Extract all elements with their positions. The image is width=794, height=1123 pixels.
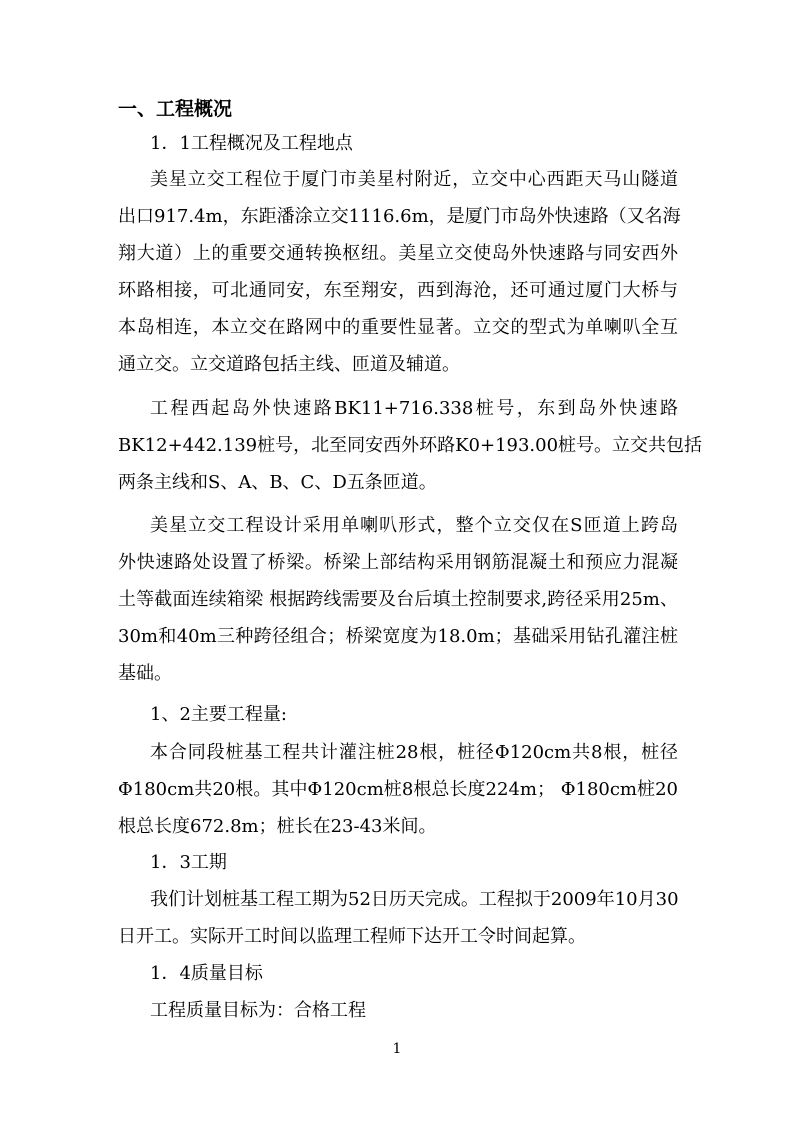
paragraph-line: 30m和40m三种跨径组合；桥梁宽度为18.0m；基础采用钻孔灌注桩 [118, 626, 678, 647]
paragraph-line: 工程西起岛外快速路BK11+716.338桩号，东到岛外快速路 [150, 398, 678, 419]
paragraph-line: 翔大道）上的重要交通转换枢纽。美星立交使岛外快速路与同安西外 [118, 243, 678, 264]
subsection-heading-schedule: 1．3工期 [150, 852, 227, 873]
subsection-heading-overview: 1．1工程概况及工程地点 [150, 133, 353, 154]
paragraph-line: 通立交。立交道路包括主线、匝道及辅道。 [118, 354, 460, 375]
subsection-heading-quality: 1．4质量目标 [150, 963, 263, 984]
paragraph-line: 根总长度672.8m；桩长在23-43米间。 [118, 816, 437, 837]
paragraph-line: 本岛相连，本立交在路网中的重要性显著。立交的型式为单喇叭全互 [118, 317, 678, 338]
paragraph-line: 美星立交工程位于厦门市美星村附近，立交中心西距天马山隧道 [150, 169, 678, 190]
paragraph-line: BK12+442.139桩号，北至同安西外环路K0+193.00桩号。立交共包括 [118, 435, 703, 456]
paragraph-line: 我们计划桩基工程工期为52日历天完成。工程拟于2009年10月30 [150, 889, 679, 910]
paragraph-line: 美星立交工程设计采用单喇叭形式，整个立交仅在S匝道上跨岛 [150, 515, 678, 536]
subsection-heading-quantities: 1、2主要工程量: [150, 704, 287, 725]
page-number: 1 [392, 1041, 402, 1057]
paragraph-line: 本合同段桩基工程共计灌注桩28根，桩径Φ120cm共8根，桩径 [150, 742, 678, 763]
paragraph-line: 两条主线和S、A、B、C、D五条匝道。 [118, 472, 437, 493]
section-heading: 一、工程概况 [118, 98, 233, 120]
paragraph-line: 工程质量目标为：合格工程 [150, 1000, 366, 1021]
paragraph-line: 日开工。实际开工时间以监理工程师下达开工令时间起算。 [118, 926, 586, 947]
paragraph-line: 外快速路处设置了桥梁。桥梁上部结构采用钢筋混凝土和预应力混凝 [118, 552, 678, 573]
paragraph-line: 土等截面连续箱梁 根据跨线需要及台后填土控制要求,跨径采用25m、 [118, 589, 678, 610]
paragraph-line: 基础。 [118, 663, 172, 684]
paragraph-line: Φ180cm共20根。其中Φ120cm桩8根总长度224m； Φ180cm桩20 [118, 779, 678, 800]
paragraph-line: 环路相接，可北通同安，东至翔安，西到海沧，还可通过厦门大桥与 [118, 280, 678, 301]
paragraph-line: 出口917.4m，东距潘涂立交1116.6m，是厦门市岛外快速路（又名海 [118, 206, 681, 227]
